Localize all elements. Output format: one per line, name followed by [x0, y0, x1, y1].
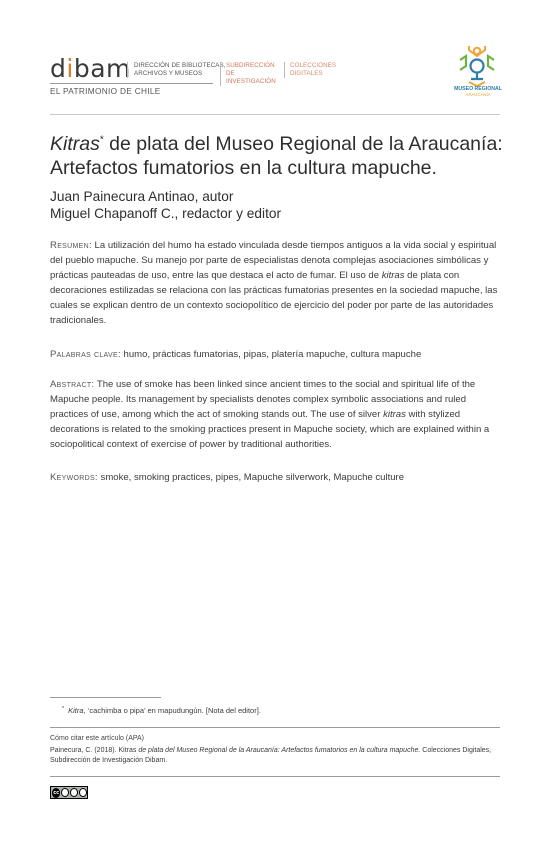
header-divider — [50, 114, 500, 115]
tagline: EL PATRIMONIO DE CHILE — [50, 86, 161, 96]
palabras-clave: Palabras clave: humo, prácticas fumatorias, pipas, platería mapuche, cultura mapuche — [50, 349, 422, 360]
footnote-divider — [50, 697, 161, 698]
header-col-investigacion: SUBDIRECCIÓN DE INVESTIGACIÓN — [220, 62, 282, 86]
museo-regional-logo-icon — [455, 42, 499, 88]
dibam-logo: dibam — [50, 54, 131, 83]
nc-icon — [70, 788, 78, 797]
citation-label: Cómo citar este artículo (APA) — [50, 735, 145, 742]
citation-text: Painecura, C. (2018). Kitras de plata del Museo Regional de la Araucanía: Artefactos fumatorios en la cultura mapuche. Colecciones Digitales, Subdirección de Investigación Dibam. — [50, 747, 492, 764]
footnote: * Kitra, ‘cachimba o pipa’ en mapudungún. [Nota del editor]. — [62, 705, 261, 715]
header-col-dibam: DIRECCIÓN DE BIBLIOTECAS, ARCHIVOS Y MUSEOS — [127, 62, 226, 78]
citation-divider-bottom — [50, 776, 500, 777]
sa-icon — [79, 788, 87, 797]
museo-regional-label: MUSEO REGIONAL ARAUCANÍA — [454, 86, 502, 97]
author-line: Miguel Chapanoff C., redactor y editor — [50, 206, 282, 221]
resumen-paragraph: Resumen: La utilización del humo ha estado vinculada desde tiempos antiguos a la vida social y espiritual del pueblo mapuche. Su manejo por parte de especialistas denota complejas asociaciones simbólicas y prácticas pauteadas de uso, entre las que destaca el acto de fumar. El uso de kitras de plata con decoraciones estilizadas se relaciona con las prácticas fumatorias presentes en la sociedad mapuche, las cuales se explican dentro de un contexto sociopolítico de ejercicio del poder por parte de las autoridades tradicionales. — [50, 240, 498, 326]
abstract-paragraph: Abstract: The use of smoke has been linked since ancient times to the social and spiritual life of the Mapuche people. Its management by specialists denotes complex symbolic associations and ruled practices of use, among which the act of smoking stands out. The use of silver kitras with stylized decorations is related to the smoking practices present in Mapuche society, which are explained within a sociopolitical context of exercise of power by traditional authorities. — [50, 379, 490, 450]
cc-icon: cc — [53, 789, 60, 796]
creative-commons-license-icon[interactable] — [50, 786, 88, 799]
author-line: Juan Painecura Antinao, autor — [50, 189, 234, 204]
header-col-colecciones: COLECCIONES DIGITALES — [284, 62, 346, 78]
keywords: Keywords: smoke, smoking practices, pipes, Mapuche silverwork, Mapuche culture — [50, 472, 405, 483]
tagline-divider — [50, 83, 213, 84]
authors — [50, 188, 281, 222]
citation-divider-top — [50, 727, 500, 728]
by-icon — [61, 788, 69, 797]
article-title: Kitras* de plata del Museo Regional de la Araucanía: Artefactos fumatorios en la cultura mapuche. — [50, 133, 503, 179]
